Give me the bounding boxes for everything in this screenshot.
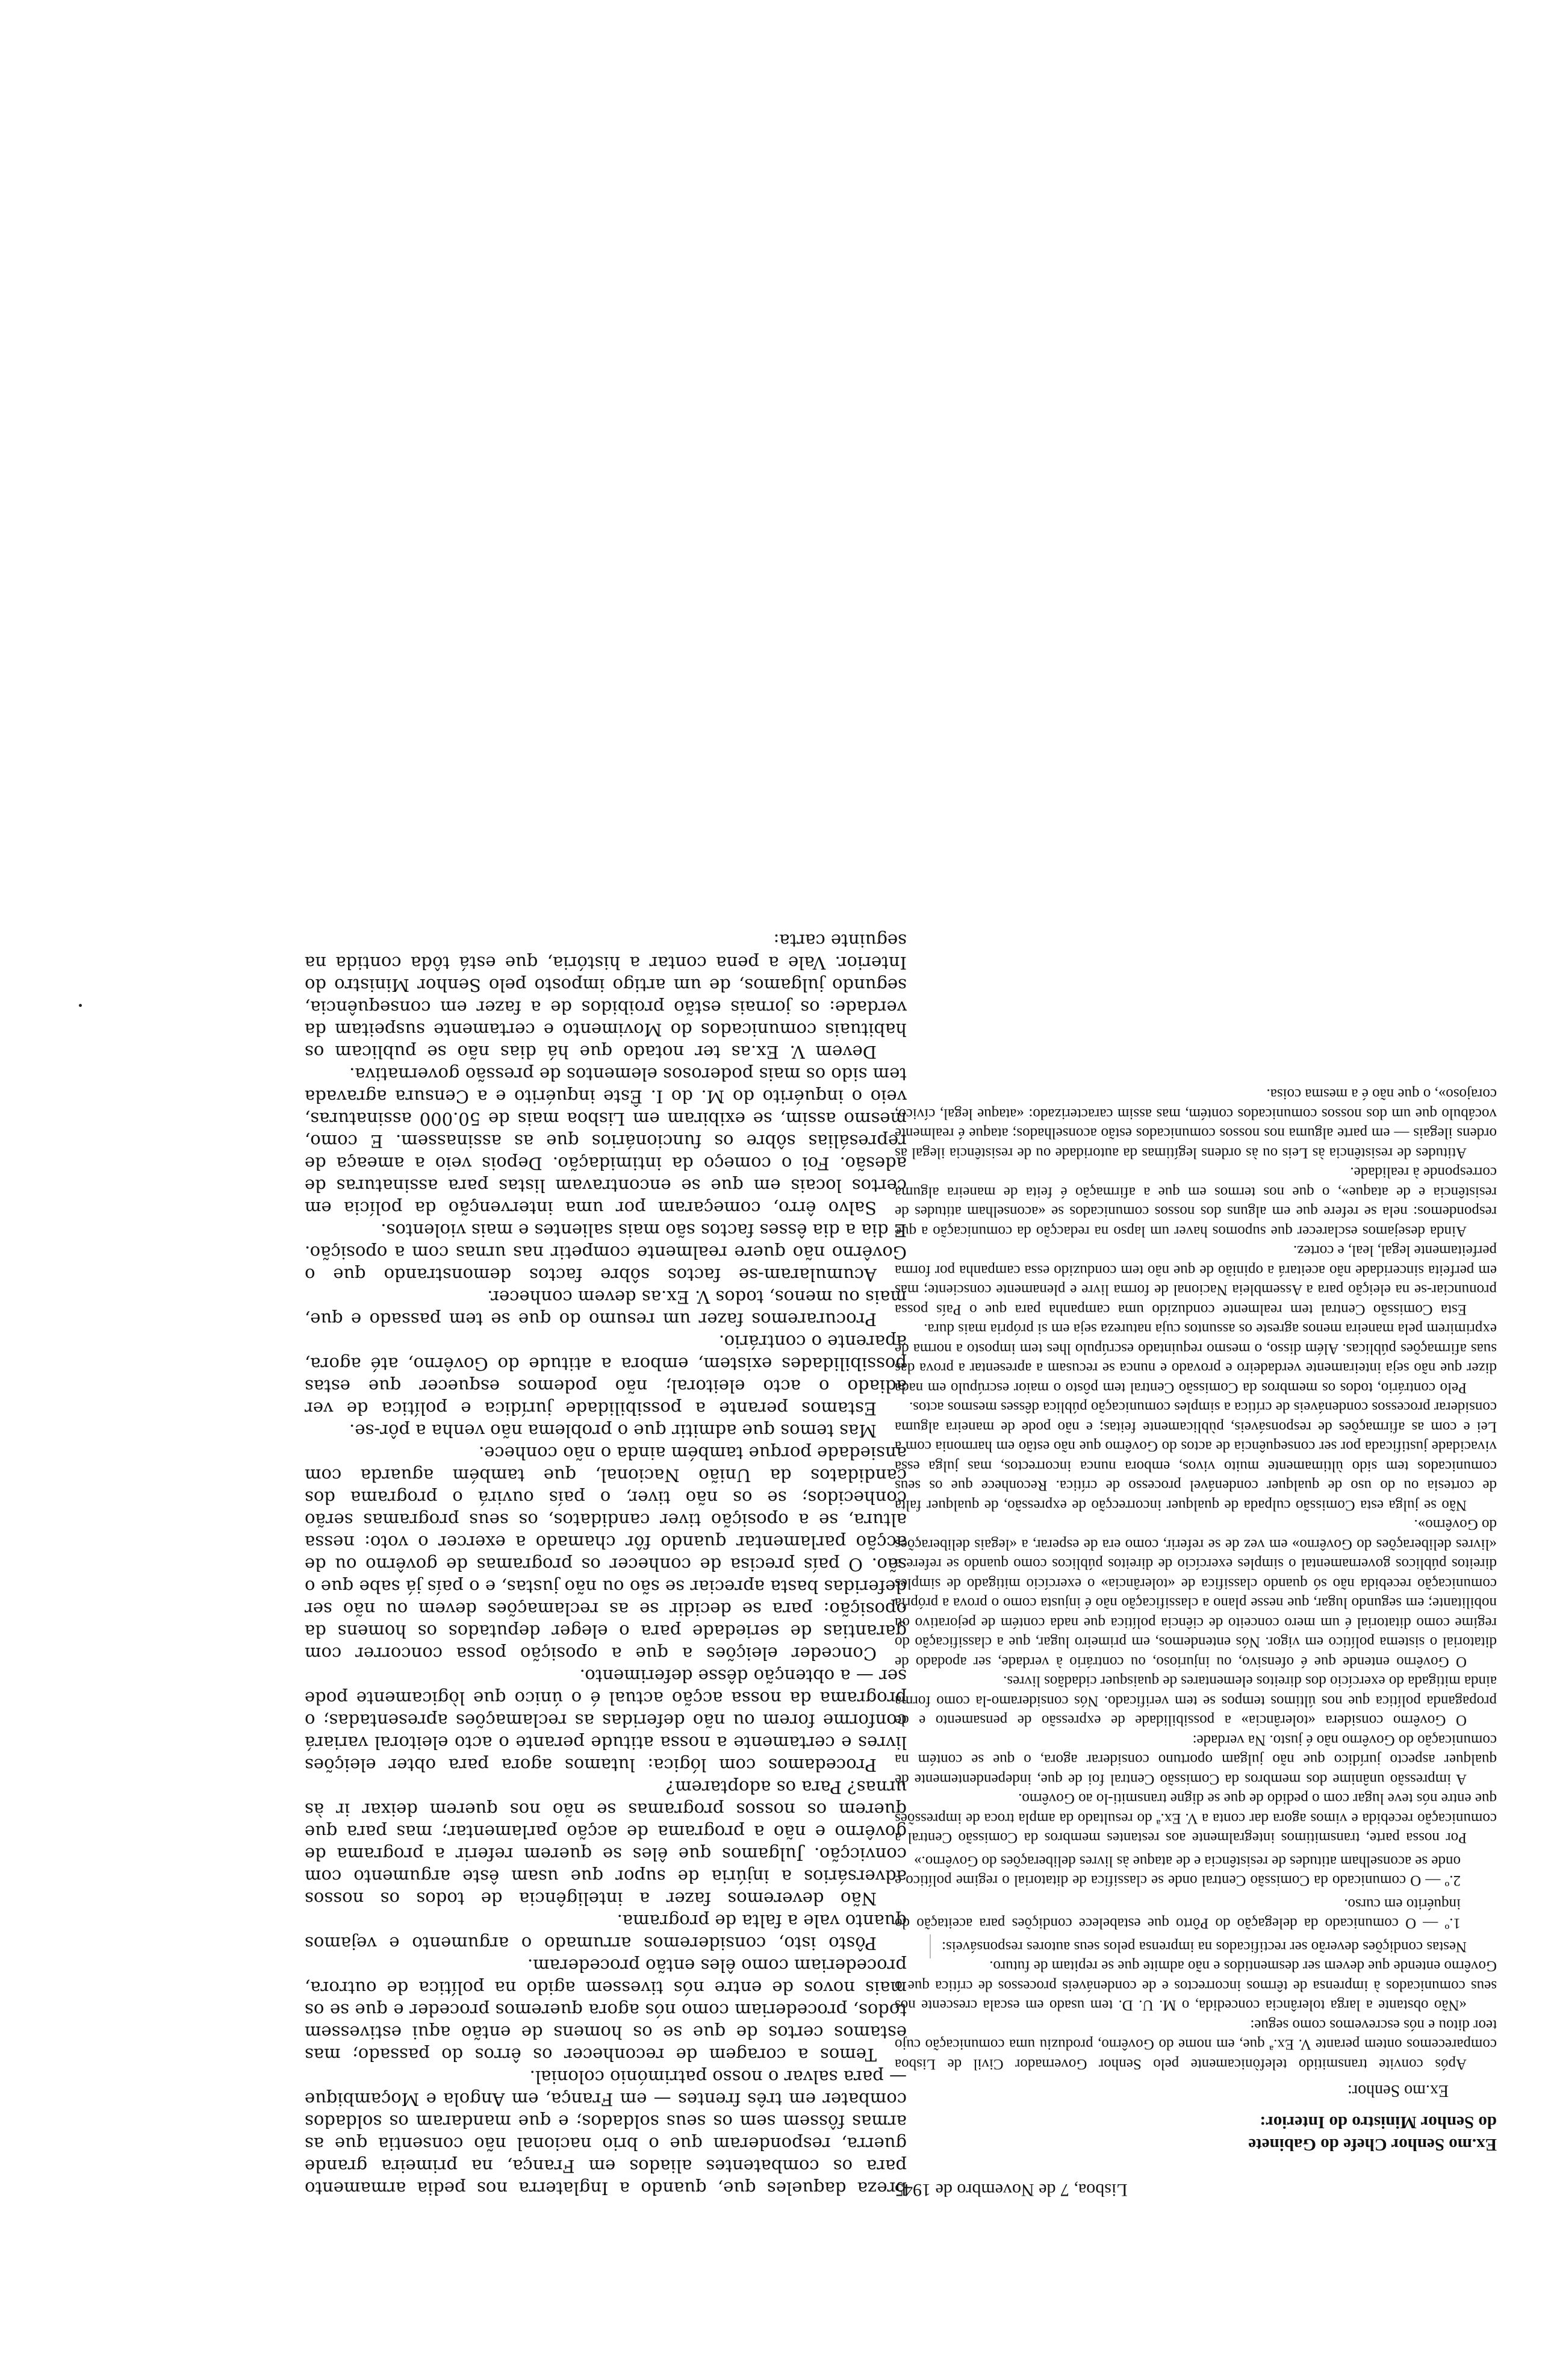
article-paragraph: Pôsto isto, consideremos arrumado o argumento e vejamos quanto vale a falta de programa. — [305, 1911, 907, 1954]
letter-paragraph: Esta Comissão Central tem realmente conduzido uma campanha para que o País possa pronunciar-se na eleição para a Assembleia Nacional de forma livre e plenamente consciente; mas em perfeita sinceridade não aceitará a opinião de que não tem conduzido essa campanha por forma perfeitamente legal, leal, e cortez. — [895, 1242, 1497, 1318]
letter-paragraph: O Govêrno entende que é ofensivo, ou injurioso, ou contrário à verdade, ser apodado de ditatorial o sistema político em vigor. Nós entendemos, em primeiro lugar, que a classificação do regime como ditatorial é um mero conceito de ciência política que nada contém de pejorativo ou nobilitante; em segundo lugar, que nesse plano a classificação não é injusta como o prova a própria comunicação recebida não só quando classifica de «tolerância» o exercício mitigado de simples direitos públicos governamental o simples exercício de direitos públicos como quando se refere a «livres deliberações do Govêrno» em vez de se referir, como era de esperar, a «legais deliberações do Govêrno». — [895, 1516, 1497, 1670]
quoted-item: 2.º — O comunicado da Comissão Central onde se classifica de ditatorial o regime político e onde se aconselham atitudes de resistência e de ataque às livres deliberações do Govêrno.» — [895, 1853, 1461, 1889]
article-paragraph: Temos a coragem de reconhecer os êrros do passado; mas estamos certos de que se os homens de então aqui estivessem todos, procederiam como nós agora queremos proceder e que se os mais novos de entre nós tivessem agido na política de outrora, procederiam como êles então procederam. — [305, 1955, 907, 2065]
article-paragraph: Acumularam-se factos sôbre factos demonstrando que o Govêrno não quere realmente competir nas urnas com a oposição. E dia a dia êsses factos são mais salientes e mais violentos. — [305, 1220, 907, 1285]
ink-speck — [79, 1004, 82, 1007]
article-paragraph: Devem V. Ex.as ter notado que há dias não se publicam os habituais comunicados do Movimento e certamente suspeitam da verdade: os jornais estão proibidos de a fazer em consequência, segundo julgamos, de um artigo imposto pelo Senhor Ministro do Interior. Vale a pena contar a história, que está tôda contida na seguinte carta: — [305, 930, 907, 1062]
letter-paragraph: A impressão unânime dos membros da Comissão Central foi de que, independentemente de qualquer aspecto jurídico que não julgam oportuno considerar agora, o que se contém na comunicação do Govêrno não é justo. Na verdade: — [895, 1732, 1497, 1787]
quoted-item: 1.º — O comunicado da delegação do Pôrto que estabelece condições para aceitação do inquérito em curso. — [895, 1896, 1461, 1932]
scan-mark — [930, 1934, 931, 1958]
letter-heading-line: Ex.mo Senhor Chefe do Gabinete — [1248, 2135, 1497, 2155]
letter-paragraph: Por nossa parte, transmitimos integralmente aos restantes membros da Comissão Central a comunicação recebida e vimos agora dar conta a V. Ex.ª do resultado da ampla troca de impressões que entre nós teve lugar com o pedido de que se digne transmiti-lo ao Govêrno. — [895, 1790, 1497, 1846]
letter-paragraph: Após convite transmitido telefònicamente pelo Senhor Governador Civil de Lisboa comparecemos ontem perante V. Ex.ª que, em nome do Govêrno, produziu uma comunicação cujo teor ditou e nós escrevemos como segue: — [895, 2017, 1497, 2072]
article-column — [305, 929, 907, 2199]
letter-paragraph: Ainda desejamos esclarecer que supomos haver um lapso na redacção da comunicação a que respondemos: nela se refere que em alguns dos nossos comunicados se «aconselham atitudes de resistência e de ataque», o que nos termos em que a afirmação é feita de maneira alguma corresponde à realidade. — [895, 1164, 1497, 1239]
article-paragraph: Conceder eleições a que a oposição possa concorrer com garantias de seriedade para o eleger deputados os homens da oposição: para se decidir se as reclamações devem ou não ser deferidas basta apreciar se são ou não justas, e o país já sabe que o são. O país precisa de conhecer os programas de govêrno ou de acção parlamentar quando fôr chamado a exercer o voto: nessa altura, se a oposição tiver candidatos, os seus programas serão conhecidos; se os não tiver, o país ouvirá o programa dos candidatos da União Nacional, que também aguarda com ansiedade porque também ainda o não conhece. — [305, 1443, 907, 1664]
article-paragraph: Salvo êrro, começaram por uma intervenção da polícia em certos locais em que se encontravam listas para assinaturas de adesão. Foi o começo da intimidação. Depois veio a ameaça de represálias sôbre os funcionários que as assinassem. E como, mesmo assim, se exibiram em Lisboa mais de 50.000 assinaturas, veio o inquérito do M. do I. Êste inquérito e a Censura agravada tem sido os mais poderosos elementos de pressão governativa. — [305, 1064, 907, 1218]
letter-date: Lisboa, 7 de Novembro de 1945 — [895, 2180, 1128, 2200]
article-paragraph: breza daqueles que, quando a Inglaterra nos pedia armamento para os combatentes aliados em França, na primeira grande guerra, responderam que o brio nacional não consentia que as armas fôssem sem os seus soldados; e que mandaram os soldados combater em três frentes — em França, em Angola e Moçambique — para salvar o nosso património colonial. — [305, 2067, 907, 2199]
article-paragraph: Não deveremos fazer a inteligência de todos os nossos adversários a injúria de supor que usam êste argumento com convicção. Julgamos que êles se querem referir a programa de govêrno e não a programa de acção parlamentar; mas para que querem os nossos programas se não nos querem deixar ir às urnas? Para os adoptarem? — [305, 1777, 907, 1909]
letter-paragraph: O Govêrno considera «tolerância» a possibilidade de expressão de pensamento e de propaganda política que nos últimos tempos se tem verificado. Nós consideramo-la como forma ainda mitigada do exercício dos direitos elementares de quaisquer cidadãos livres. — [895, 1673, 1497, 1729]
letter-heading-line: do Senhor Ministro do Interior: — [1260, 2113, 1497, 2132]
article-paragraph: Procuraremos fazer um resumo do que se tem passado e que, mais ou menos, todos V. Ex.as devem conhecer. — [305, 1287, 907, 1330]
article-paragraph: Estamos perante a possibilidade jurídica e política de ver adiado o acto eleitoral; não podemos esquecer que estas possibilidades existem, embora a atitude do Govêrno, até agora, aparente o contrário. — [305, 1332, 907, 1419]
article-paragraph: Mas temos que admitir que o problema não venha a pôr-se. — [349, 1421, 877, 1441]
letter-salutation: Ex.mo Senhor: — [1347, 2081, 1449, 2101]
article-paragraph: Procedamos com lógica: lutamos agora para obter eleições livres e certamente a nossa atitude perante o acto eleitoral variará conforme forem ou não deferidas as reclamações apresentadas; o programa da nossa acção actual é o único que lògicamente pode ser — a obtenção dêsse deferimento. — [305, 1666, 907, 1775]
quoted-paragraph: Nestas condições deverão ser rectificados na imprensa pelos seus autores responsáveis: — [942, 1939, 1467, 1955]
letter-paragraph: Atitudes de resistência às Leis ou às ordens legítimas da autoridade ou de resistência ilegal às ordens ilegais — em parte alguma nos nossos comunicados estão aconselhados; ataque é realmente vocábulo que um dos nossos comunicados contém, mas assim caracterizado: «ataque legal, cívico, corajoso», o que não é a mesma coisa. — [895, 1086, 1497, 1161]
letter-paragraph: Não se julga esta Comissão culpada de qualquer incorrecção de expressão, de qualquer falta de cortesia ou do uso de qualquer condenável processo de crítica. Reconhece que os seus comunicados tem sido ùltimamente muito vivos, embora nunca incorrectos, mas julga essa vivacidade justificada por ser consequência de actos do Govêrno que não estão em harmonia com a Lei e com as afirmações de responsáveis, pùblicamente feitas; e não pode de maneira alguma considerar processos condenáveis de crítica a simples comunicação pública dêsses mesmos actos. — [895, 1399, 1497, 1513]
letter-paragraph: Pelo contrário, todos os membros da Comissão Central tem pôsto o maior escrúpulo em nada dizer que não seja inteiramente verdadeiro e provado e nunca se recusam a apresentar a prova das suas afirmações públicas. Além disso, o mesmo requintado escrúpulo lhes tem imposto a norma de exprimirem pela maneira menos agreste os assuntos cuja natureza seja em si própria mais dura. — [895, 1321, 1497, 1396]
letter-column — [895, 1084, 1497, 2199]
quoted-paragraph: «Não obstante a larga tolerância concedida, o M. U. D. tem usado em escala crescente nos seus comunicados à imprensa de têrmos incorrectos e de condenáveis processos de crítica que o Govêrno entende que devem ser desmentidos e não admite que se repitam de futuro. — [895, 1958, 1497, 2014]
